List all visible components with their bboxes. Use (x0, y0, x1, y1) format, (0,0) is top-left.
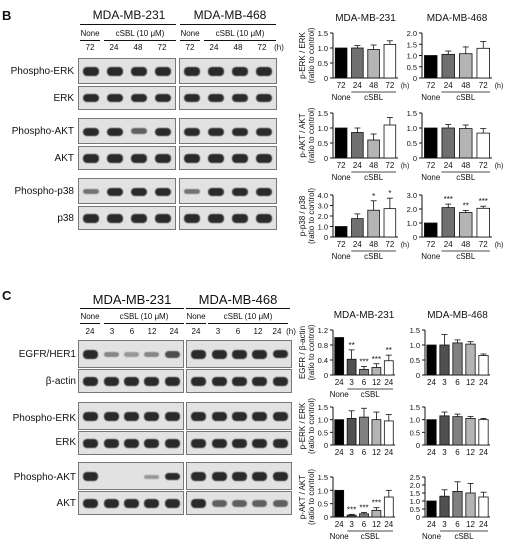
chart-1-ytick-label-2: 1.0 (406, 51, 417, 61)
chart-1-bar-2 (459, 54, 472, 78)
panel-c-time-231-3: 12 (147, 327, 157, 336)
panel-b-none-231: None (80, 29, 100, 38)
chart-0-unit: (h) (400, 83, 410, 90)
chart-11-ytick-label-4: 2.0 (409, 481, 420, 490)
chart-8-ylabel-line-0: p-ERK / ERK (298, 402, 307, 450)
chart-10-ylabel-line-0: p-AKT / AKT (298, 474, 307, 520)
chart-5-cat-1: 24 (443, 240, 453, 249)
chart-10-cat-2: 6 (361, 520, 367, 529)
chart-0-cat-1: 24 (352, 81, 362, 90)
chart-4-cat-2: 48 (369, 240, 379, 249)
chart-1-cat-1: 24 (443, 81, 453, 90)
chart-3-cat-0: 72 (426, 161, 436, 170)
chart-5-ytick-label-3: 3.0 (406, 191, 417, 200)
chart-6-group-none: None (329, 390, 349, 399)
chart-4-ytick-label-0: 0 (323, 233, 328, 242)
chart-5-sig-1: *** (443, 195, 453, 205)
chart-6-ylabel-line-1: (ratio to control) (307, 324, 316, 381)
chart-1-cat-3: 72 (478, 81, 488, 90)
chart-11-ytick-label-1: 0.5 (409, 505, 420, 514)
chart-5-bar-1 (442, 208, 455, 237)
chart-5-unit: (h) (494, 242, 504, 249)
chart-2-bar-0 (335, 128, 347, 158)
chart-10-group-cSBL: cSBL (360, 532, 380, 541)
chart-6-bar-1 (347, 359, 356, 375)
chart-8-bar-1 (347, 418, 356, 445)
panel-b-cellline-231: MDA-MB-231 (92, 8, 166, 22)
panel-c-cellline-468: MDA-MB-468 (198, 292, 278, 307)
chart-1-ytick-label-3: 1.5 (406, 40, 417, 50)
chart-4-bar-1 (352, 219, 364, 237)
chart-4-ylabel-line-0: p-p38 / p38 (298, 195, 307, 237)
chart-11-ytick-label-3: 1.5 (409, 489, 420, 498)
panel-b-cellline-468: MDA-MB-468 (193, 8, 267, 22)
chart-8-ytick-label-0: 0 (323, 441, 328, 450)
chart-6-ytick-label-1: 0.4 (317, 356, 328, 365)
panel-b-time-468-3: 72 (257, 43, 267, 52)
chart-9-bar-4 (479, 420, 488, 445)
chart-1-cat-0: 72 (426, 81, 436, 90)
panel-c-time-468-1: 3 (215, 327, 221, 336)
chart-4-bar-0 (335, 227, 347, 238)
chart-3-bar-3 (477, 133, 490, 158)
chart-6-sig-3: *** (371, 354, 382, 364)
chart-0-bar-2 (368, 50, 380, 79)
panel-c-row-label-phospho-akt: Phospho-AKT (13, 472, 76, 483)
chart-10-sig-3: *** (371, 498, 382, 508)
chart-9-ytick-label-3: 1.5 (409, 403, 420, 412)
chart-10-bar-0 (335, 490, 344, 517)
chart-6-bar-2 (360, 369, 369, 375)
chart-1-group-none: None (421, 93, 441, 102)
chart-0-group-cSBL: cSBL (364, 93, 384, 102)
chart-0-ytick-label-0: 0 (323, 74, 328, 83)
chart-7-bar-3 (466, 344, 475, 375)
chart-4-cat-3: 72 (385, 240, 395, 249)
chart-5-cat-2: 48 (461, 240, 471, 249)
chart-10-bar-2 (360, 514, 369, 517)
chart-7-cat-2: 6 (455, 378, 460, 387)
chart-8-bar-0 (335, 420, 344, 445)
chart-11-bar-3 (466, 493, 475, 517)
chart-9-cat-4: 24 (479, 448, 488, 457)
chart-11-bar-0 (427, 501, 436, 517)
chart-8-ytick-label-2: 1.0 (317, 415, 328, 425)
panel-b-time-231-3: 72 (157, 43, 167, 52)
chart-10-sig-2: *** (359, 503, 369, 513)
chart-3-cat-3: 72 (478, 161, 488, 170)
chart-1-unit: (h) (494, 83, 504, 90)
chart-4-cat-0: 72 (336, 240, 346, 249)
chart-10-ytick-label-2: 1.0 (317, 486, 328, 496)
chart-7-bar-0 (427, 345, 436, 375)
chart-1-title: MDA-MB-468 (426, 13, 488, 24)
panel-b-time-unit: (h) (274, 43, 284, 52)
panel-b-row-label-akt: AKT (54, 153, 74, 164)
panel-b-row-label-erk: ERK (53, 93, 74, 104)
chart-2-unit: (h) (400, 163, 410, 170)
chart-3-bar-0 (424, 128, 437, 158)
chart-11-cat-2: 6 (455, 520, 460, 529)
panel-c-treatment-231: cSBL (10 μM) (119, 312, 169, 321)
chart-7-cat-4: 24 (479, 378, 488, 387)
chart-4-ytick-label-1: 1.0 (317, 222, 328, 232)
chart-0-title: MDA-MB-231 (335, 13, 396, 24)
chart-5-ytick-label-2: 2.0 (406, 205, 417, 214)
chart-6-sig-1: ** (348, 340, 355, 350)
chart-4-bar-2 (368, 210, 380, 237)
chart-6-title: MDA-MB-231 (333, 310, 395, 321)
chart-7-cat-1: 3 (442, 378, 447, 387)
chart-7-cat-0: 24 (427, 378, 436, 387)
panel-b-none-468: None (180, 29, 200, 38)
chart-11-bar-4 (479, 497, 488, 517)
chart-9-cat-3: 12 (466, 448, 475, 457)
chart-1-ytick-label-1: 0.5 (406, 62, 417, 72)
chart-6-ytick-label-3: 1.2 (317, 326, 328, 335)
chart-9-ytick-label-1: 0.5 (409, 428, 420, 438)
chart-2-ylabel-line-1: (ratio to control) (307, 107, 316, 164)
chart-4-sig-2: * (372, 191, 376, 201)
chart-0-ytick-label-3: 1.5 (317, 29, 328, 38)
chart-0-ylabel-line-1: (ratio to control) (307, 27, 316, 84)
chart-6-sig-2: *** (359, 357, 369, 367)
chart-0-cat-0: 72 (336, 81, 346, 90)
chart-11-group-none: None (421, 532, 442, 541)
panel-c-time-231-0: 24 (85, 327, 95, 336)
panel-c-row-label-egfr: EGFR/HER1 (18, 349, 76, 360)
chart-6-cat-0: 24 (334, 378, 344, 387)
chart-3-bar-1 (442, 128, 455, 158)
chart-5-ytick-label-1: 1.0 (406, 219, 417, 228)
panel-c-time-231-1: 3 (109, 327, 115, 336)
chart-0-cat-3: 72 (385, 81, 395, 90)
panel-c-time-468-4: 24 (272, 327, 282, 336)
chart-4-ytick-label-4: 4.0 (317, 191, 328, 200)
chart-8-ylabel-line-1: (ratio to control) (307, 397, 316, 455)
panel-c-none-231: None (80, 312, 100, 321)
chart-6-sig-4: ** (385, 346, 392, 356)
chart-5-sig-2: ** (462, 201, 469, 211)
chart-1-bar-1 (442, 54, 455, 78)
chart-3-cat-2: 48 (461, 161, 471, 170)
chart-9-cat-1: 3 (442, 448, 447, 457)
chart-1-ytick-label-4: 2.0 (406, 29, 417, 38)
chart-10-bar-4 (384, 497, 393, 517)
chart-7-cat-3: 12 (466, 378, 475, 387)
chart-4-ylabel-line-1: (ratio to control) (307, 187, 316, 245)
chart-9-bar-1 (440, 416, 449, 445)
chart-11-cat-0: 24 (427, 520, 436, 529)
chart-2-ytick-label-2: 1.0 (317, 124, 328, 133)
chart-4-sig-3: * (388, 189, 392, 199)
chart-4-cat-1: 24 (352, 240, 362, 249)
chart-2-cat-3: 72 (385, 161, 395, 170)
chart-3-ytick-label-1: 0.5 (406, 139, 417, 148)
panel-b-time-468-1: 24 (209, 43, 219, 52)
chart-3-group-cSBL: cSBL (456, 173, 476, 182)
chart-2-ytick-label-1: 0.5 (317, 139, 328, 148)
chart-11-cat-1: 3 (442, 520, 447, 529)
chart-7-bar-1 (440, 345, 449, 375)
chart-7-bar-2 (453, 343, 462, 375)
chart-7-ytick-label-3: 1.5 (409, 326, 420, 335)
panel-c-treatment-468: cSBL (10 μM) (223, 312, 273, 321)
chart-10-cat-4: 24 (384, 520, 394, 529)
chart-6-group-cSBL: cSBL (360, 390, 380, 399)
chart-6-ylabel-line-0: EGFR / β-actin (298, 325, 307, 380)
panel-b-time-231-0: 72 (85, 43, 95, 52)
chart-4-group-none: None (331, 252, 351, 261)
chart-9-cat-0: 24 (427, 448, 436, 457)
chart-3-bar-2 (459, 129, 472, 158)
panel-c-row-label-phospho-erk: Phospho-ERK (12, 413, 76, 424)
panel-c-none-468: None (186, 312, 206, 321)
panel-c-letter: C (2, 288, 12, 303)
chart-10-ylabel-line-1: (ratio to control) (307, 468, 316, 526)
panel-b-time-468-2: 48 (233, 43, 243, 52)
chart-4-ytick-label-2: 2.0 (317, 212, 328, 221)
chart-0-ytick-label-2: 1.0 (317, 44, 328, 53)
chart-0-ytick-label-1: 0.5 (317, 59, 328, 68)
chart-5-cat-0: 72 (426, 240, 436, 249)
panel-c-row-label-akt: AKT (56, 498, 76, 509)
chart-4-ytick-label-3: 3.0 (317, 201, 328, 211)
chart-8-bar-2 (360, 417, 369, 445)
chart-2-bar-1 (352, 133, 364, 159)
chart-10-group-none: None (329, 532, 349, 541)
chart-8-ytick-label-1: 0.5 (317, 428, 328, 438)
chart-7-bar-4 (479, 356, 488, 376)
panel-b-treatment-231: cSBL (10 μM) (115, 29, 165, 38)
chart-0-group-none: None (331, 93, 351, 102)
chart-6-ytick-label-2: 0.8 (317, 341, 328, 350)
chart-10-sig-1: *** (346, 505, 357, 515)
panel-c-time-468-2: 6 (235, 327, 241, 336)
chart-11-ytick-label-2: 1.0 (409, 497, 420, 506)
chart-7-ytick-label-2: 1.0 (409, 341, 420, 350)
chart-5-group-none: None (421, 252, 441, 261)
chart-9-bar-2 (453, 417, 462, 445)
panel-b-time-231-1: 24 (109, 43, 119, 52)
chart-2-ylabel-line-0: p-AKT / AKT (298, 113, 307, 158)
chart-5-bar-3 (477, 208, 490, 237)
chart-11-bar-1 (440, 496, 449, 517)
chart-1-ytick-label-0: 0 (412, 74, 417, 83)
panel-c-time-468-0: 24 (191, 327, 201, 336)
chart-9-bar-3 (466, 418, 475, 445)
panel-c-row-label-erk: ERK (55, 437, 76, 448)
chart-11-group-cSBL: cSBL (454, 532, 474, 541)
chart-9-ytick-label-2: 1.0 (409, 415, 420, 425)
chart-6-bar-0 (335, 338, 344, 376)
chart-1-group-cSBL: cSBL (456, 93, 476, 102)
chart-6-bar-4 (384, 361, 393, 375)
panel-b-row-label-p38: p38 (57, 213, 74, 224)
panel-c-cellline-231: MDA-MB-231 (92, 292, 172, 307)
chart-7-ytick-label-1: 0.5 (409, 356, 420, 365)
chart-1-bar-3 (477, 48, 490, 78)
panel-b-time-468-0: 72 (185, 43, 195, 52)
chart-3-ytick-label-0: 0 (412, 154, 417, 163)
chart-8-cat-0: 24 (334, 448, 344, 457)
chart-8-cat-3: 12 (371, 448, 381, 457)
chart-9-bar-0 (427, 420, 436, 445)
panel-c-time-468-3: 12 (253, 327, 263, 336)
panel-c-time-231-4: 24 (169, 327, 179, 336)
chart-3-ytick-label-2: 1.0 (406, 124, 417, 133)
chart-10-cat-0: 24 (334, 520, 344, 529)
chart-10-ytick-label-1: 0.5 (317, 499, 328, 509)
chart-11-ytick-label-5: 2.5 (409, 473, 420, 482)
chart-5-group-cSBL: cSBL (456, 252, 476, 261)
chart-5-bar-0 (424, 223, 437, 237)
chart-2-group-cSBL: cSBL (364, 173, 384, 182)
panel-b-letter: B (2, 8, 12, 23)
chart-0-cat-2: 48 (369, 81, 379, 90)
chart-3-unit: (h) (494, 163, 504, 170)
panel-c-time-231-2: 6 (129, 327, 135, 336)
panel-b-time-231-2: 48 (133, 43, 143, 52)
chart-5-sig-3: *** (478, 197, 488, 207)
chart-2-bar-2 (368, 140, 380, 158)
chart-10-bar-3 (372, 510, 381, 517)
chart-3-cat-1: 24 (443, 161, 453, 170)
chart-10-bar-1 (347, 515, 356, 517)
chart-2-cat-0: 72 (336, 161, 346, 170)
panel-c-row-label-beta-actin: β-actin (45, 376, 76, 387)
chart-7-title: MDA-MB-468 (427, 310, 488, 321)
chart-2-bar-3 (384, 125, 396, 158)
chart-5-bar-2 (459, 213, 472, 238)
chart-8-cat-1: 3 (349, 448, 354, 457)
panel-b-row-label-phospho-akt: Phospho-AKT (11, 126, 74, 137)
chart-4-bar-3 (384, 209, 396, 237)
chart-11-cat-4: 24 (479, 520, 488, 529)
chart-2-ytick-label-3: 1.5 (317, 109, 328, 118)
panel-b-row-label-phospho-erk: Phospho-ERK (10, 66, 74, 77)
chart-3-ytick-label-3: 1.5 (406, 109, 417, 118)
chart-2-group-none: None (331, 173, 351, 182)
chart-9-cat-2: 6 (455, 448, 460, 457)
chart-8-bar-4 (384, 421, 393, 445)
chart-6-cat-3: 12 (371, 378, 381, 387)
chart-4-unit: (h) (400, 242, 410, 249)
chart-5-ytick-label-0: 0 (412, 233, 417, 242)
chart-8-ytick-label-3: 1.5 (317, 403, 328, 412)
panel-c-time-unit: (h) (286, 327, 296, 336)
chart-6-cat-2: 6 (361, 378, 367, 387)
chart-10-cat-3: 12 (371, 520, 381, 529)
chart-6-cat-4: 24 (384, 378, 394, 387)
chart-8-cat-2: 6 (361, 448, 367, 457)
chart-10-ytick-label-0: 0 (323, 513, 328, 522)
chart-6-bar-3 (372, 368, 381, 376)
chart-6-ytick-label-0: 0 (323, 371, 328, 380)
chart-2-cat-2: 48 (369, 161, 379, 170)
chart-8-cat-4: 24 (384, 448, 394, 457)
chart-2-cat-1: 24 (352, 161, 362, 170)
chart-1-bar-0 (424, 56, 437, 79)
panel-b-treatment-468: cSBL (10 μM) (215, 29, 265, 38)
chart-0-bar-0 (335, 48, 347, 78)
chart-10-ytick-label-3: 1.5 (317, 473, 328, 482)
chart-4-group-cSBL: cSBL (364, 252, 384, 261)
chart-3-group-none: None (421, 173, 441, 182)
chart-5-cat-3: 72 (478, 240, 488, 249)
chart-2-ytick-label-0: 0 (323, 154, 328, 163)
chart-0-ylabel-line-0: p-ERK / ERK (298, 32, 307, 79)
chart-7-ytick-label-0: 0 (415, 371, 420, 380)
chart-9-ytick-label-0: 0 (415, 441, 420, 450)
chart-0-bar-1 (352, 48, 364, 78)
chart-6-cat-1: 3 (349, 378, 354, 387)
chart-1-cat-2: 48 (461, 81, 471, 90)
chart-11-cat-3: 12 (466, 520, 475, 529)
chart-0-bar-3 (384, 44, 396, 78)
chart-11-bar-2 (453, 491, 462, 517)
panel-b-row-label-phospho-p38: Phospho-p38 (14, 186, 74, 197)
chart-8-bar-3 (372, 420, 381, 445)
chart-11-ytick-label-0: 0 (415, 513, 420, 522)
chart-10-cat-1: 3 (349, 520, 354, 529)
